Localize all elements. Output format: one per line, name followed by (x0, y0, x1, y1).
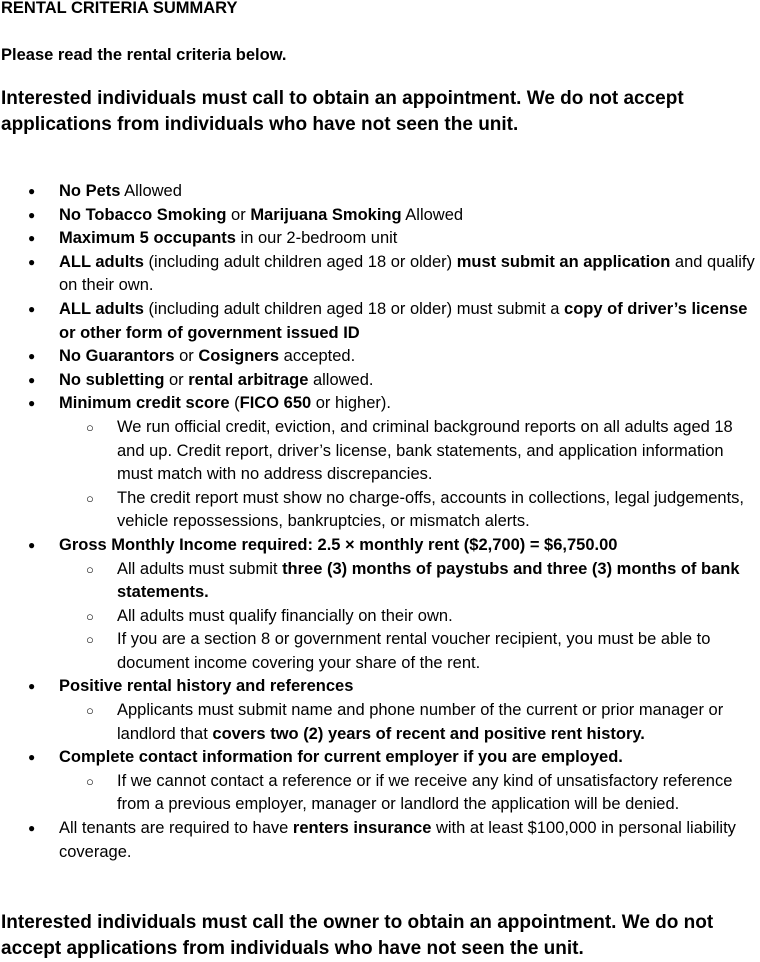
criteria-text: We run official credit, eviction, and criminal background reports on all adults aged 18 and up. Credit report, driver’s license, bank statements, and application information must match with no address discrepancies. (117, 417, 733, 484)
criteria-item-subletting (0, 369, 760, 393)
sub-bullet: ○ (86, 632, 94, 648)
criteria-bold: renters insurance (292, 819, 432, 838)
sub-bullet: ○ (86, 561, 94, 577)
intro-text: Please read the rental criteria below. (1, 46, 287, 64)
credit-subitem-requirements (0, 487, 758, 534)
criteria-item-credit (0, 392, 760, 534)
criteria-bold: Minimum credit score (59, 394, 230, 413)
bullet: ● (28, 301, 36, 316)
criteria-bold: must submit an application (456, 252, 671, 271)
income-subitem-qualify (0, 605, 758, 629)
criteria-bold: copy of driver’s license or other form of government issued ID (59, 299, 748, 342)
criteria-text: Applicants must submit name and phone number of the current or prior manager or landlord that (117, 701, 724, 743)
criteria-bold: Positive rental history and references (59, 677, 354, 696)
bullet: ● (28, 537, 36, 552)
criteria-text: If you are a section 8 or government rental voucher recipient, you must be able to document income covering your share of the rent. (117, 630, 711, 672)
criteria-text: All tenants are required to have (59, 819, 293, 838)
credit-sublist (59, 416, 758, 534)
sub-bullet: ○ (86, 608, 94, 624)
bullet: ● (28, 207, 36, 222)
criteria-text: All adults must qualify financially on their own. (117, 606, 453, 625)
criteria-bold: No Guarantors (59, 347, 175, 366)
criteria-item-application (0, 251, 760, 298)
criteria-bold: three (3) months of paystubs and three (3) months of bank statements. (117, 559, 740, 602)
document-title: RENTAL CRITERIA SUMMARY (1, 0, 238, 17)
criteria-item-guarantors (0, 345, 760, 369)
income-sublist (59, 558, 758, 676)
bullet: ● (28, 372, 36, 387)
criteria-bold: No Tobacco Smoking (59, 205, 227, 224)
bullet: ● (28, 349, 36, 364)
bullet: ● (28, 396, 36, 411)
criteria-text: (including adult children aged 18 or older) (143, 252, 457, 271)
criteria-item-id (0, 298, 760, 345)
sub-bullet: ○ (86, 773, 94, 789)
criteria-list (0, 180, 760, 864)
bullet: ● (28, 750, 36, 765)
criteria-item-income (0, 534, 760, 676)
criteria-text: Allowed (401, 205, 464, 224)
criteria-bold: Maximum 5 occupants (59, 229, 236, 248)
criteria-text: Allowed (120, 182, 182, 200)
appointment-notice-top: Interested individuals must call to obtain an appointment. We do not accept applications from individuals who have not seen the unit. (1, 88, 684, 135)
criteria-text: ( (229, 394, 240, 413)
criteria-item-smoking (0, 204, 760, 228)
criteria-item-occupants (0, 227, 760, 251)
sub-bullet: ○ (86, 490, 94, 506)
bullet: ● (28, 254, 36, 269)
credit-subitem-reports (0, 416, 758, 487)
history-subitem-references (0, 699, 758, 746)
criteria-text: or (226, 205, 251, 224)
criteria-item-insurance (0, 817, 760, 864)
criteria-text: in our 2-bedroom unit (235, 229, 398, 248)
income-subitem-documents (0, 558, 758, 605)
criteria-bold: No subletting (59, 370, 165, 389)
criteria-bold: Cosigners (198, 347, 280, 366)
bullet: ● (28, 231, 36, 246)
criteria-text: If we cannot contact a reference or if we receive any kind of unsatisfactory reference from a previous employer, manager or landlord the application will be denied. (117, 771, 733, 814)
criteria-text: All adults must submit (117, 559, 283, 578)
income-subitem-voucher (0, 628, 758, 675)
criteria-bold: covers two (2) years of recent and positive rent history. (212, 724, 645, 743)
history-sublist (59, 699, 758, 746)
criteria-item-pets (0, 180, 760, 204)
appointment-notice-bottom: Interested individuals must call the owner to obtain an appointment. We do not accept applications from individuals who have not seen the unit. (1, 912, 714, 959)
criteria-text: or (164, 370, 189, 389)
employer-subitem-denial (0, 770, 758, 817)
criteria-bold: No Pets (59, 182, 121, 200)
criteria-bold: FICO 650 (239, 394, 312, 413)
bullet: ● (28, 184, 36, 198)
criteria-bold: ALL adults (59, 299, 144, 318)
criteria-text: or higher). (311, 394, 391, 413)
criteria-item-history (0, 675, 760, 746)
sub-bullet: ○ (86, 419, 94, 435)
criteria-bold: ALL adults (59, 252, 144, 271)
criteria-text: or (174, 347, 199, 366)
criteria-text: allowed. (308, 370, 374, 389)
criteria-item-employer (0, 746, 760, 817)
employer-sublist (59, 770, 758, 817)
bullet: ● (28, 679, 36, 694)
criteria-text: The credit report must show no charge-offs, accounts in collections, legal judgements, vehicle repossessions, bankruptcies, or mismatch alerts. (117, 488, 745, 531)
criteria-bold: Gross Monthly Income required: 2.5 × monthly rent ($2,700) = $6,750.00 (59, 535, 618, 554)
criteria-text: with at least $100,000 in personal liability coverage. (59, 819, 736, 861)
criteria-bold: rental arbitrage (188, 370, 309, 389)
sub-bullet: ○ (86, 703, 94, 719)
bullet: ● (28, 821, 36, 836)
criteria-bold: Marijuana Smoking (250, 205, 402, 224)
criteria-text: (including adult children aged 18 or older) must submit a (143, 299, 565, 318)
criteria-text: accepted. (279, 347, 356, 366)
criteria-text: and qualify on their own. (59, 252, 755, 295)
criteria-bold: Complete contact information for current employer if you are employed. (59, 748, 623, 767)
